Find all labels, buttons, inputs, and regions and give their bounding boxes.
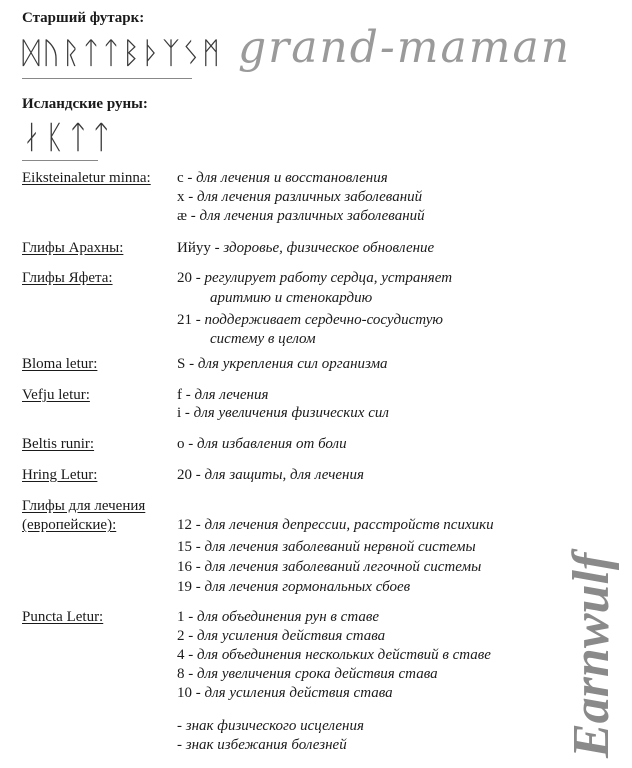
- list-item: 10 - для усиления действия става: [177, 685, 393, 701]
- list-item: f - для лечения: [177, 387, 269, 403]
- list-item: 21 - поддерживает сердечно-сосудистую: [177, 312, 443, 328]
- list-item-continuation: аритмию и стенокардию: [210, 290, 373, 306]
- list-item: 12 - для лечения депрессии, расстройств психики: [177, 517, 494, 533]
- list-item: æ - для лечения различных заболеваний: [177, 208, 425, 224]
- list-item: 19 - для лечения гормональных сбоев: [177, 579, 411, 595]
- section-label: Глифы для лечения: [22, 498, 146, 514]
- futhark-divider: [22, 78, 192, 79]
- list-item: Ийуу - здоровье, физическое обновление: [177, 240, 435, 256]
- list-item: 1 - для объединения рун в ставе: [177, 609, 379, 625]
- list-item: - знак избежания болезней: [177, 737, 347, 753]
- section-label: Vefju letur:: [22, 387, 90, 403]
- list-item: o - для избавления от боли: [177, 436, 347, 452]
- list-item: 20 - регулирует работу сердца, устраняет: [177, 270, 453, 286]
- list-item: - знак физического исцеления: [177, 718, 364, 734]
- icelandic-divider: [22, 160, 98, 161]
- list-item-continuation: систему в целом: [210, 331, 316, 347]
- earnwulf-watermark: Earnwulf: [563, 552, 620, 758]
- grand-maman-logo: grand-maman: [238, 22, 572, 73]
- icelandic-runes: ᛅᛕᛏᛏ: [22, 118, 115, 156]
- list-item: 20 - для защиты, для лечения: [177, 467, 364, 483]
- section-label: Eiksteinaletur minna:: [22, 170, 151, 186]
- list-item: 15 - для лечения заболеваний нервной системы: [177, 539, 476, 555]
- futhark-title: Старший футарк:: [22, 10, 145, 26]
- section-label: Глифы Арахны:: [22, 240, 124, 256]
- list-item: 2 - для усиления действия става: [177, 628, 386, 644]
- section-label: Hring Letur:: [22, 467, 98, 483]
- list-item: c - для лечения и восстановления: [177, 170, 388, 186]
- section-label: Beltis runir:: [22, 436, 95, 452]
- list-item: S - для укрепления сил организма: [177, 356, 388, 372]
- futhark-runes: ᛞᚢᚱᛏᛏᛒᚦᛉᛊᛗ: [22, 36, 222, 71]
- icelandic-title: Исландские руны:: [22, 96, 148, 112]
- section-label: Bloma letur:: [22, 356, 98, 372]
- list-item: 8 - для увеличения срока действия става: [177, 666, 438, 682]
- list-item: x - для лечения различных заболеваний: [177, 189, 423, 205]
- list-item: 4 - для объединения нескольких действий в ставе: [177, 647, 491, 663]
- list-item: i - для увеличения физических сил: [177, 405, 389, 421]
- section-label: Puncta Letur:: [22, 609, 104, 625]
- list-item: 16 - для лечения заболеваний легочной системы: [177, 559, 482, 575]
- section-label: Глифы Яфета:: [22, 270, 113, 286]
- section-label-line2: (европейские):: [22, 517, 117, 533]
